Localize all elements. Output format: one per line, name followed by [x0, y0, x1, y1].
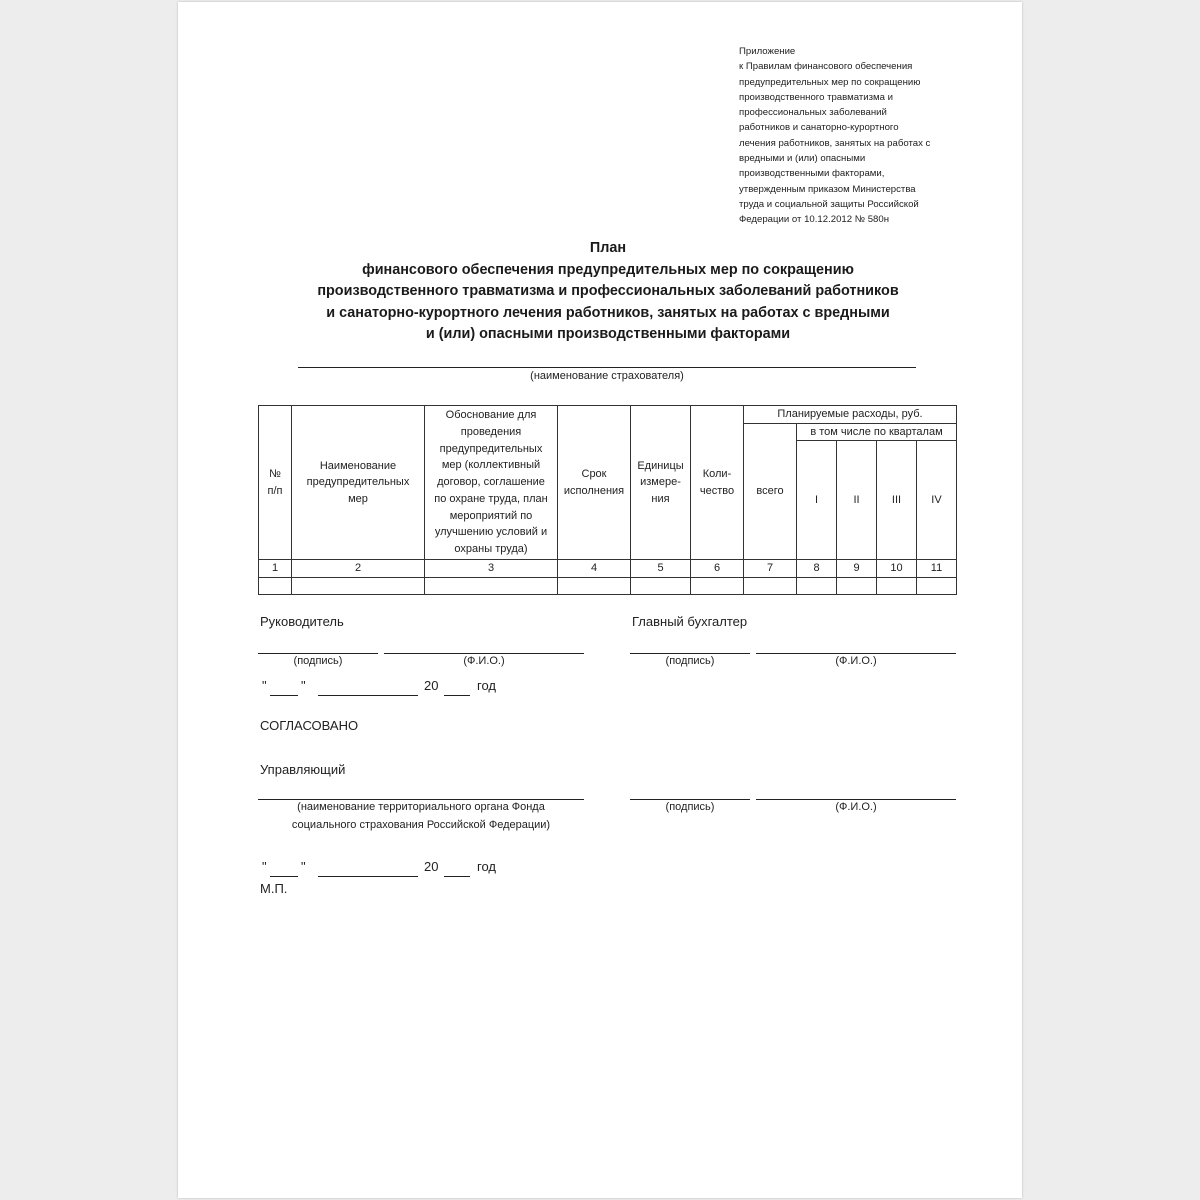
date-quote-open: ": [262, 859, 267, 874]
fund-caption: социального страхования Российской Федерации): [291, 819, 551, 831]
header-col-quantity: Коли- чество: [691, 406, 744, 560]
date-month-line: [318, 876, 418, 877]
column-number: 11: [917, 560, 957, 578]
header-quarter: II: [837, 441, 877, 560]
title-line: План: [589, 240, 627, 256]
signature-caption: (подпись): [665, 655, 715, 667]
fio-caption: (Ф.И.О.): [463, 655, 505, 667]
fio-caption: (Ф.И.О.): [835, 801, 877, 813]
column-number: 10: [877, 560, 917, 578]
date-day-line: [270, 876, 298, 877]
title-line: финансового обеспечения предупредительных мер по сокращению: [362, 261, 854, 278]
date-quote-close: ": [301, 678, 306, 693]
header-planned-expenses: Планируемые расходы, руб.: [744, 406, 957, 424]
header-col-basis: Обоснование для проведения предупредительных мер (коллективный договор, соглашение по охране труда, план мероприятий по улучшению условий и охраны труда): [425, 406, 558, 560]
header-total: всего: [744, 423, 797, 560]
insurer-name-line: [298, 367, 916, 368]
header-col-units: Единицы измере- ния: [631, 406, 691, 560]
table-row: [259, 577, 957, 594]
signature-caption: (подпись): [665, 801, 715, 813]
plan-table: [258, 405, 957, 595]
header-by-quarters: в том числе по кварталам: [797, 423, 957, 441]
header-quarter: III: [877, 441, 917, 560]
fund-name-line: [258, 799, 584, 800]
stamp-label: М.П.: [260, 881, 288, 896]
header-col-term: Срок исполнения: [558, 406, 631, 560]
title-line: производственного травматизма и профессиональных заболеваний работников: [317, 283, 899, 300]
column-number: 6: [691, 560, 744, 578]
year-suffix: год: [477, 859, 496, 874]
year-suffix: год: [477, 678, 496, 693]
document-title: [178, 238, 1038, 346]
signature-caption: (подпись): [293, 655, 343, 667]
header-col-measures: Наименование предупредительных мер: [292, 406, 425, 560]
column-number: 7: [744, 560, 797, 578]
column-number: 1: [259, 560, 292, 578]
accountant-signature-line: [630, 653, 750, 654]
header-quarter: I: [797, 441, 837, 560]
header-col-number: № п/п: [259, 406, 292, 560]
title-line: и санаторно-курортного лечения работников, занятых на работах с вредными: [326, 304, 890, 321]
title-line: и (или) опасными производственными факторами: [425, 326, 791, 343]
date-quote-close: ": [301, 859, 306, 874]
year-prefix: 20: [424, 678, 439, 693]
column-number: 4: [558, 560, 631, 578]
column-number: 3: [425, 560, 558, 578]
manager-label: Управляющий: [260, 762, 346, 777]
date-year-line: [444, 876, 470, 877]
document-page: [178, 2, 1022, 1198]
manager-fio-line: [756, 799, 956, 800]
date-day-line: [270, 695, 298, 696]
insurer-caption: (наименование страхователя): [530, 370, 684, 382]
chief-accountant-label: Главный бухгалтер: [632, 614, 748, 629]
fio-caption: (Ф.И.О.): [835, 655, 877, 667]
date-month-line: [318, 695, 418, 696]
column-number: 9: [837, 560, 877, 578]
column-number: 8: [797, 560, 837, 578]
column-number: 5: [631, 560, 691, 578]
agreed-label: СОГЛАСОВАНО: [260, 718, 359, 733]
date-quote-open: ": [262, 678, 267, 693]
accountant-fio-line: [756, 653, 956, 654]
year-prefix: 20: [424, 859, 439, 874]
header-quarter: IV: [917, 441, 957, 560]
date-year-line: [444, 695, 470, 696]
head-label: Руководитель: [260, 614, 344, 629]
fund-caption: (наименование территориального органа Фонда: [297, 801, 545, 813]
appendix-note: Приложение к Правилам финансового обеспечения предупредительных мер по сокращению производственного травматизма и профессиональных заболеваний работников и санаторно-курортного лечения работников, занятых на работах с вредными и (или) опасными производственными факторами, утвержденным приказом Министерства труда и социальной защиты Российской Федерации от 10.12.2012 № 580н: [739, 46, 931, 226]
column-number: 2: [292, 560, 425, 578]
manager-signature-line: [630, 799, 750, 800]
head-fio-line: [384, 653, 584, 654]
head-signature-line: [258, 653, 378, 654]
